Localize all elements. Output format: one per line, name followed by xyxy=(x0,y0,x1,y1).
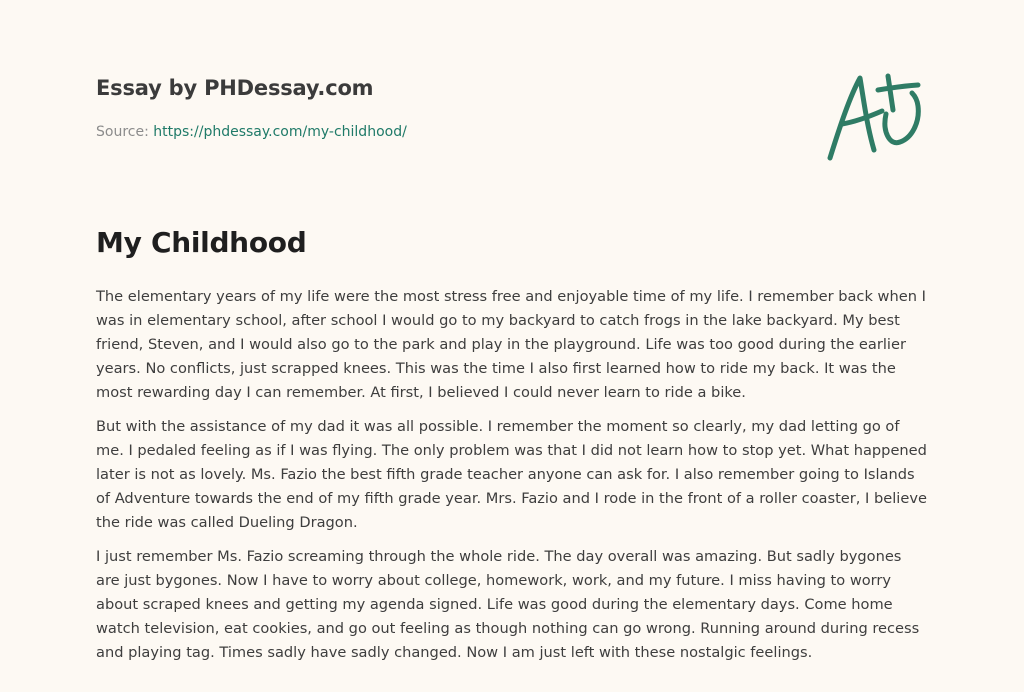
essay-title: My Childhood xyxy=(96,226,307,259)
source-link[interactable]: https://phdessay.com/my-childhood/ xyxy=(153,124,407,140)
essay-body xyxy=(96,285,928,675)
essay-paragraph-3: I just remember Ms. Fazio screaming through the whole ride. The day overall was amazing. But sadly bygones are just bygones. Now I have to worry about college, homework, work, and my future. I miss having to worry about scraped knees and getting my agenda signed. Life was good during the elementary days. Come home watch television, eat cookies, and go out feeling as though nothing can go wrong. Running around during recess and playing tag. Times sadly have sadly changed. Now I am just left with these nostalgic feelings. xyxy=(96,548,920,661)
source-line xyxy=(96,124,407,140)
essay-paragraph-1: The elementary years of my life were the most stress free and enjoyable time of my life. I remember back when I was in elementary school, after school I would go to my backyard to catch frogs in the lake backyard. My best friend, Steven, and I would also go to the park and play in the playground. Life was too good during the earlier years. No conflicts, just scrapped knees. This was the time I also first learned how to ride my back. It was the most rewarding day I can remember. At first, I believed I could never learn to ride a bike. xyxy=(96,288,926,401)
a-plus-grade-icon xyxy=(820,66,930,166)
site-title: Essay by PHDessay.com xyxy=(96,76,374,100)
source-label: Source: xyxy=(96,124,154,140)
essay-paragraph-2: But with the assistance of my dad it was all possible. I remember the moment so clearly, my dad letting go of me. I pedaled feeling as if I was flying. The only problem was that I did not learn how to stop yet. What happened later is not as lovely. Ms. Fazio the best fifth grade teacher anyone can ask for. I also remember going to Islands of Adventure towards the end of my fifth grade year. Mrs. Fazio and I rode in the front of a roller coaster, I believe the ride was called Dueling Dragon. xyxy=(96,418,927,531)
